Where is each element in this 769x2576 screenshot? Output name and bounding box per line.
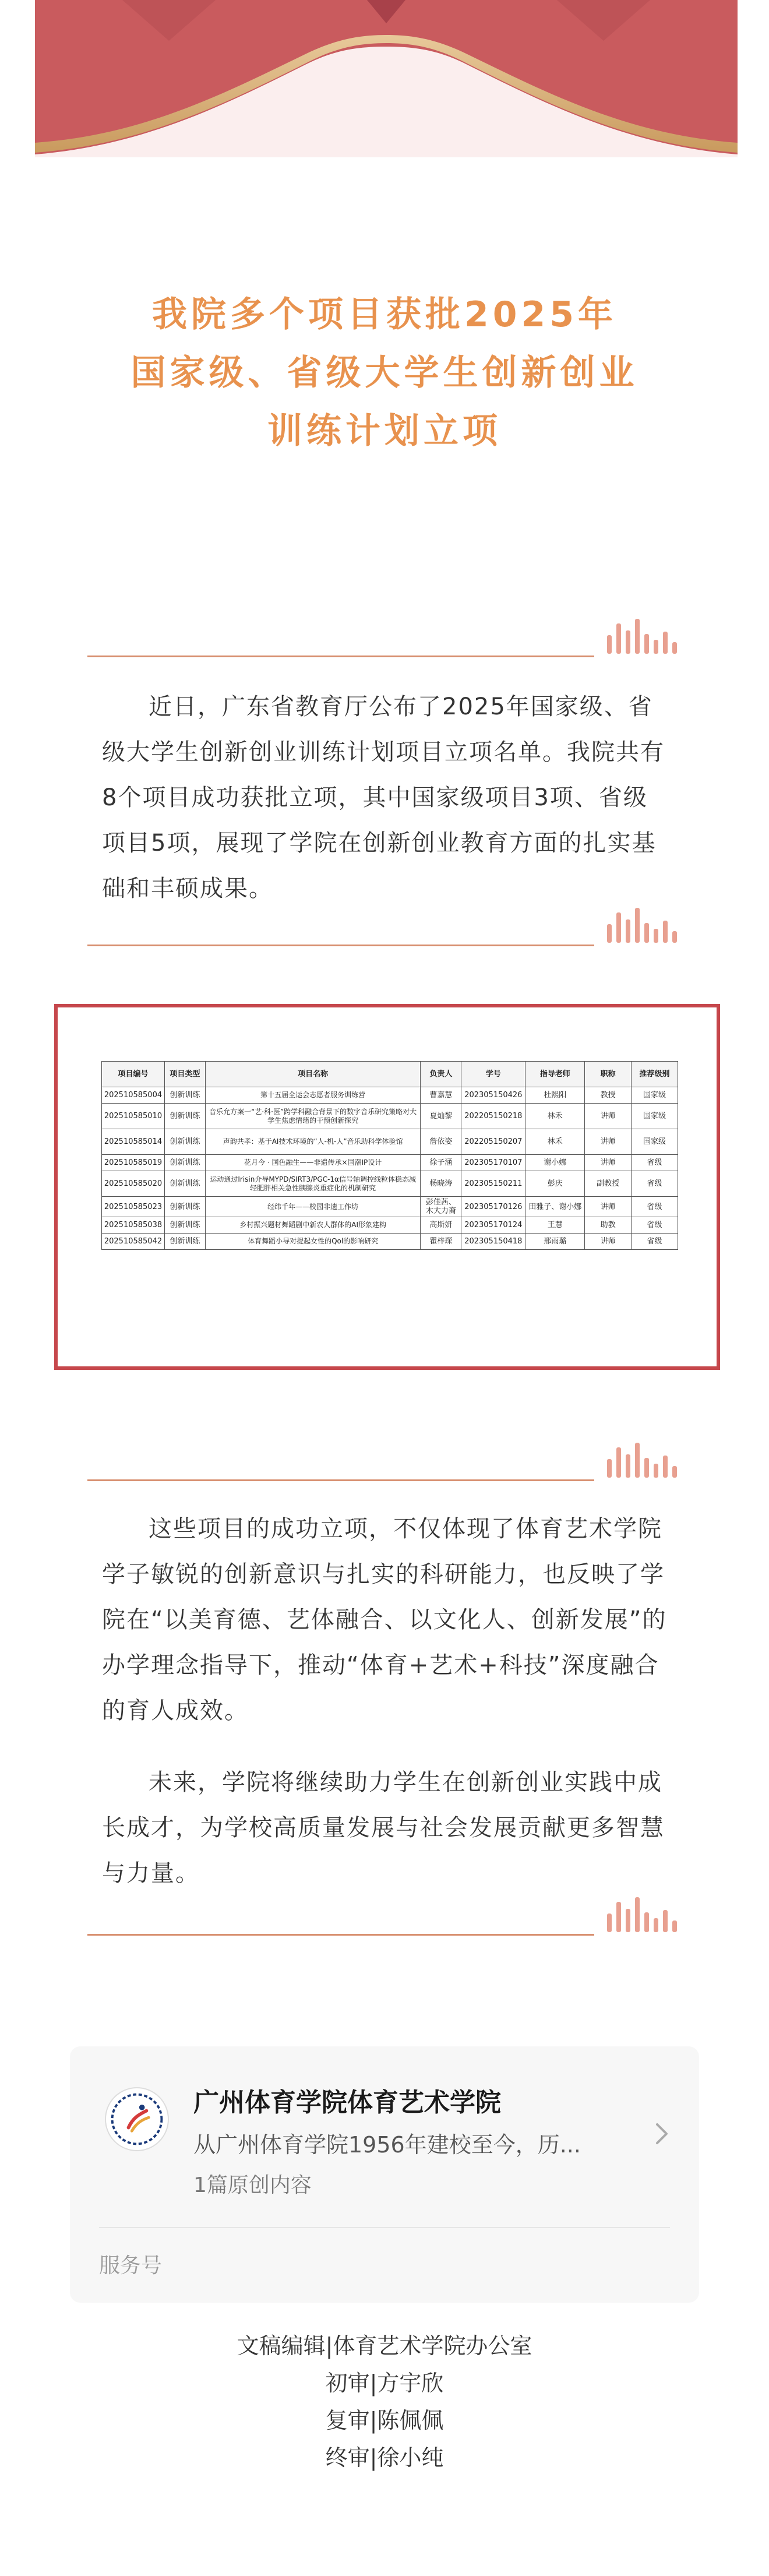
table-cell: 王慧 xyxy=(525,1217,585,1234)
table-cell: 202510585042 xyxy=(102,1234,165,1250)
table-cell: 教授 xyxy=(585,1087,632,1104)
section-divider xyxy=(87,1901,682,1936)
sound-bars-icon xyxy=(606,908,682,943)
table-cell: 杨晓涛 xyxy=(421,1171,461,1197)
sound-bars-icon xyxy=(606,1443,682,1478)
header-banner xyxy=(35,0,738,157)
chevron-right-icon[interactable] xyxy=(650,2116,673,2151)
table-cell: 省级 xyxy=(632,1234,678,1250)
table-cell: 助教 xyxy=(585,1217,632,1234)
table-cell: 讲师 xyxy=(585,1155,632,1171)
table-cell: 田雅子、谢小娜 xyxy=(525,1197,585,1217)
section-divider xyxy=(87,911,682,946)
col-header: 负责人 xyxy=(421,1062,461,1087)
table-cell: 2023051504​18 xyxy=(461,1234,525,1250)
sound-bars-icon xyxy=(606,619,682,654)
table-cell: 国家级 xyxy=(632,1087,678,1104)
table-cell: 2023051701​07 xyxy=(461,1155,525,1171)
table-row xyxy=(102,1087,678,1104)
table-cell: 讲师 xyxy=(585,1234,632,1250)
table-cell: 2022051502​18 xyxy=(461,1104,525,1129)
impact-paragraph: 这些项目的成功立项，不仅体现了体育艺术学院学子敏锐的创新意识与扎实的科研能力，也反映了学院在“以美育德、艺体融合、以文化人、创新发展”的办学理念指导下，推动“体育+艺术+科技”深度融合的育人成效。 xyxy=(102,1516,667,1724)
credit-editor: 文稿编辑|体育艺术学院办公室 xyxy=(237,2333,532,2359)
account-logo xyxy=(105,2087,169,2151)
table-cell: 创新训练 xyxy=(164,1104,205,1129)
credit-final-review: 终审|徐小纯 xyxy=(325,2445,444,2471)
col-header: 指导老师 xyxy=(525,1062,585,1087)
title-line-1: 我院多个项目获批2025年 xyxy=(152,294,617,335)
title-line-2: 国家级、省级大学生创新创业 xyxy=(130,353,639,393)
table-cell: 曹嘉慧 xyxy=(421,1087,461,1104)
table-cell: 省级 xyxy=(632,1155,678,1171)
account-card[interactable] xyxy=(70,2046,699,2303)
table-row xyxy=(102,1129,678,1155)
table-cell: 经纬千年——校园非遗工作坊 xyxy=(205,1197,421,1217)
intro-paragraph: 近日，广东省教育厅公布了2025年国家级、省级大学生创新创业训练计划项目立项名单。我院共有8个项目成功获批立项，其中国家级项目3项、省级项目5项，展现了学院在创新创业教育方面的扎实基础和丰硕成果。 xyxy=(102,693,665,902)
project-list-table xyxy=(101,1061,678,1250)
table-cell: 彭庆 xyxy=(525,1171,585,1197)
table-cell: 谢小娜 xyxy=(525,1155,585,1171)
table-cell: 声韵共孝：基于AI技术环境的“人-机-人”音乐助科学体验馆 xyxy=(205,1129,421,1155)
account-name: 广州体育学院体育艺术学院 xyxy=(193,2088,501,2117)
table-cell: 夏灿黎 xyxy=(421,1104,461,1129)
col-header: 项目名称 xyxy=(205,1062,421,1087)
table-cell: 第十五届全运会志愿者服务训练营 xyxy=(205,1087,421,1104)
table-cell: 花月今 · 国色融生——非遗传承×国潮IP设计 xyxy=(205,1155,421,1171)
credits xyxy=(0,2327,769,2476)
credit-second-review: 复审|陈佩佩 xyxy=(325,2408,444,2433)
banner-graphic xyxy=(35,0,738,157)
table-cell: 202510585004 xyxy=(102,1087,165,1104)
col-header: 项目类型 xyxy=(164,1062,205,1087)
divider-line xyxy=(87,1479,594,1481)
sports-arts-logo-icon xyxy=(106,2088,168,2150)
card-divider xyxy=(99,2227,670,2228)
table-row xyxy=(102,1104,678,1129)
col-header: 学号 xyxy=(461,1062,525,1087)
credit-first-review: 初审|方宇欣 xyxy=(325,2370,444,2396)
table-cell: 邢雨璐 xyxy=(525,1234,585,1250)
table-cell: 高斯妍 xyxy=(421,1217,461,1234)
table-row xyxy=(102,1171,678,1197)
table-cell: 省级 xyxy=(632,1217,678,1234)
col-header: 项目编号 xyxy=(102,1062,165,1087)
account-type-label: 服务号 xyxy=(99,2254,163,2278)
table-cell: 徐子涵 xyxy=(421,1155,461,1171)
table-cell: 杜熙阳 xyxy=(525,1087,585,1104)
section-divider xyxy=(87,622,682,657)
article-title xyxy=(0,286,769,460)
table-cell: 运动通过Irisin介导MYPD/SIRT3/PGC-1α信号轴调控线粒体稳态减轻肥胖相关急性胰腺炎重症化的机制研究 xyxy=(205,1171,421,1197)
table-cell: 2023051701​26 xyxy=(461,1197,525,1217)
divider-line xyxy=(87,1934,594,1936)
title-line-3: 训练计划立项 xyxy=(267,411,502,452)
table-row xyxy=(102,1234,678,1250)
table-cell: 2022051502​07 xyxy=(461,1129,525,1155)
table-cell: 体育舞蹈小导对提起女性的Qol的影响研究 xyxy=(205,1234,421,1250)
table-header-row xyxy=(102,1062,678,1087)
table-cell: 202510585014 xyxy=(102,1129,165,1155)
table-cell: 乡村振兴题材舞蹈剧中新农人群体的AI形象建构 xyxy=(205,1217,421,1234)
table-cell: 2023051502​11 xyxy=(461,1171,525,1197)
table-cell: 讲师 xyxy=(585,1104,632,1129)
table-cell: 202510585019 xyxy=(102,1155,165,1171)
table-cell: 詹依姿 xyxy=(421,1129,461,1155)
table-cell: 创新训练 xyxy=(164,1087,205,1104)
table-cell: 副教授 xyxy=(585,1171,632,1197)
table-cell: 创新训练 xyxy=(164,1197,205,1217)
future-paragraph: 未来，学院将继续助力学生在创新创业实践中成长成才，为学校高质量发展与社会发展贡献更多智慧与力量。 xyxy=(102,1769,665,1887)
table-cell: 国家级 xyxy=(632,1104,678,1129)
table-cell: 国家级 xyxy=(632,1129,678,1155)
table-cell: 创新训练 xyxy=(164,1234,205,1250)
table-cell: 彭佳茜、木大力裔 xyxy=(421,1197,461,1217)
divider-line xyxy=(87,656,594,657)
table-cell: 2023051504​26 xyxy=(461,1087,525,1104)
table-cell: 林禾 xyxy=(525,1129,585,1155)
table-cell: 202510585038 xyxy=(102,1217,165,1234)
table-cell: 讲师 xyxy=(585,1129,632,1155)
table-cell: 创新训练 xyxy=(164,1155,205,1171)
original-count: 1篇原创内容 xyxy=(193,2173,312,2197)
table-cell: 202510585023 xyxy=(102,1197,165,1217)
table-cell: 202510585010 xyxy=(102,1104,165,1129)
table-cell: 省级 xyxy=(632,1197,678,1217)
table-row xyxy=(102,1197,678,1217)
table-cell: 音乐允方案一“艺·科·医”跨学科融合背景下的数字音乐研究策略对大学生焦虑情绪的干预创新探究 xyxy=(205,1104,421,1129)
account-description: 从广州体育学院1956年建校至今，历... xyxy=(193,2132,581,2158)
table-cell: 2023051701​24 xyxy=(461,1217,525,1234)
table-cell: 创新训练 xyxy=(164,1217,205,1234)
table-cell: 林禾 xyxy=(525,1104,585,1129)
col-header: 推荐级别 xyxy=(632,1062,678,1087)
project-table-frame xyxy=(54,1004,720,1370)
table-cell: 202510585020 xyxy=(102,1171,165,1197)
table-cell: 瞿梓琛 xyxy=(421,1234,461,1250)
section-divider xyxy=(87,1446,682,1481)
sound-bars-icon xyxy=(606,1897,682,1932)
table-cell: 创新训练 xyxy=(164,1129,205,1155)
col-header: 职称 xyxy=(585,1062,632,1087)
table-cell: 省级 xyxy=(632,1171,678,1197)
table-cell: 讲师 xyxy=(585,1197,632,1217)
table-row xyxy=(102,1217,678,1234)
table-cell: 创新训练 xyxy=(164,1171,205,1197)
divider-line xyxy=(87,945,594,946)
table-row xyxy=(102,1155,678,1171)
